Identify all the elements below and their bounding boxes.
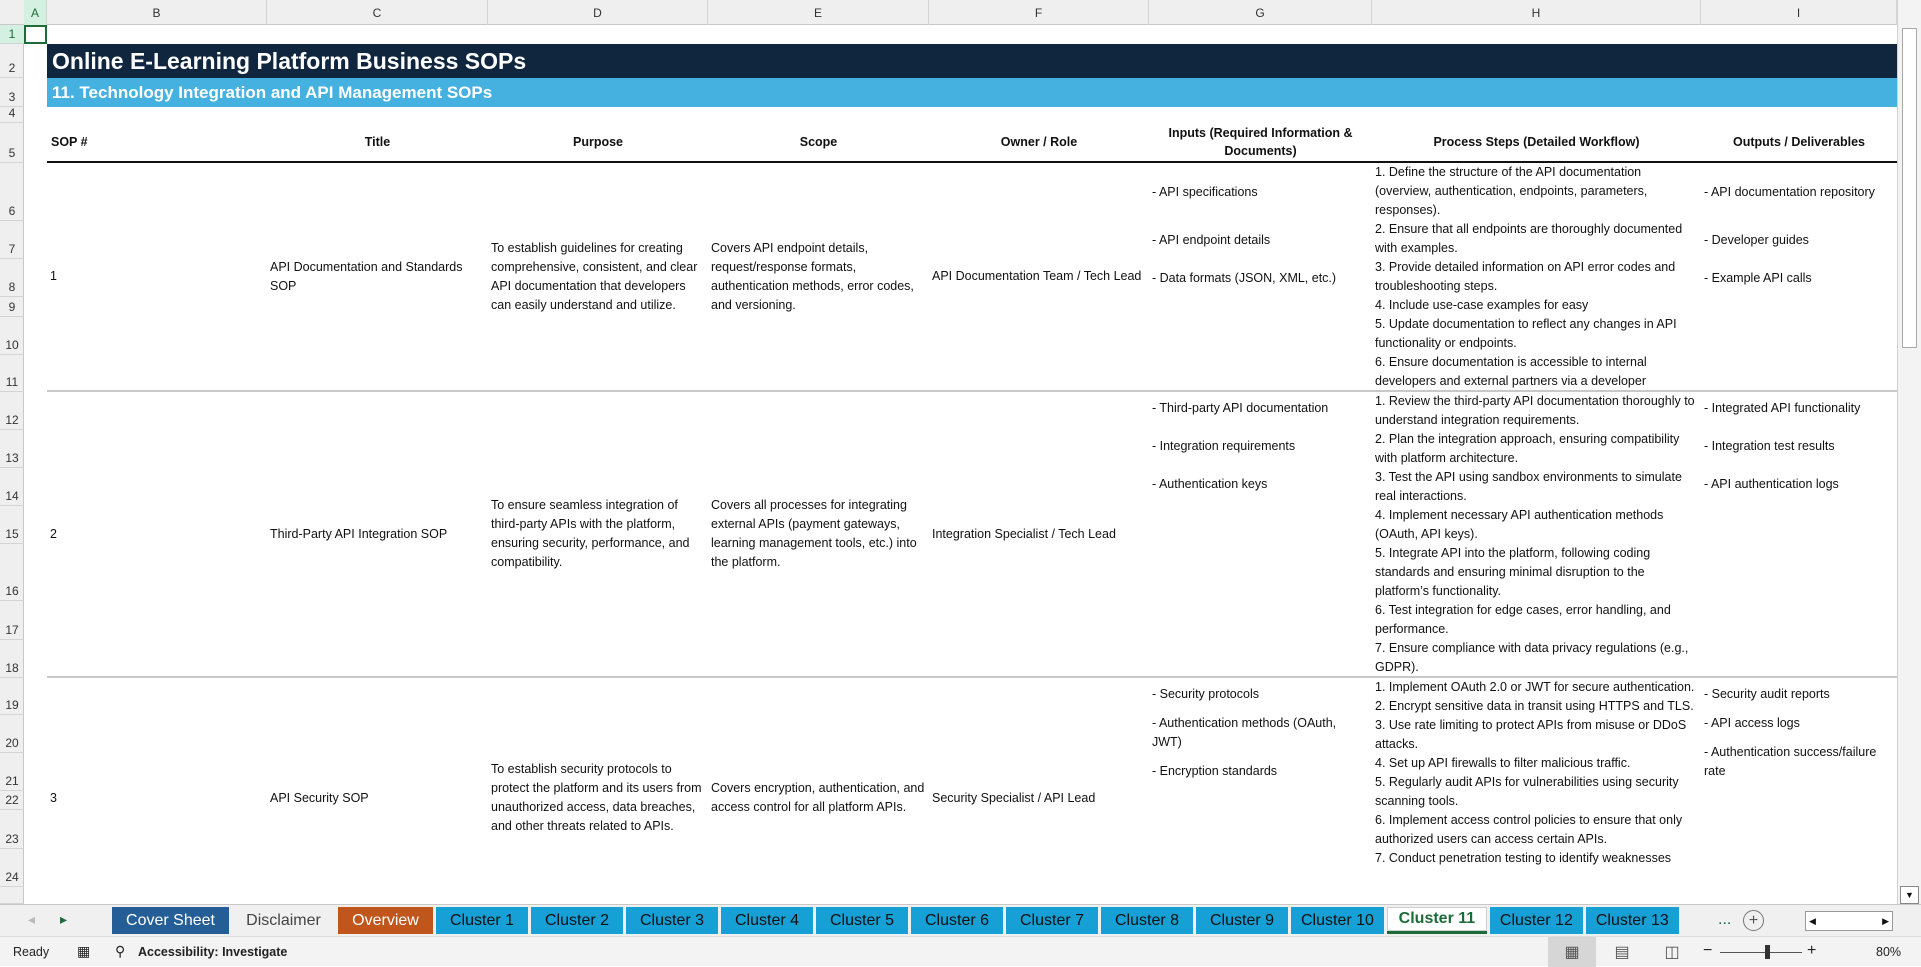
sheet-tab-cluster-5[interactable]: Cluster 5	[816, 907, 908, 934]
row-header[interactable]: 4	[0, 107, 24, 123]
purpose-text: To ensure seamless integration of third-party APIs with the platform, ensuring security, performance, and compatibility.	[491, 498, 690, 569]
accessibility-status[interactable]: Accessibility: Investigate	[138, 945, 288, 959]
cell-owner[interactable]	[929, 163, 1149, 390]
accessibility-icon: ⚲	[115, 943, 126, 959]
sheet-tab-cluster-1[interactable]: Cluster 1	[436, 907, 528, 934]
cell-purpose[interactable]	[488, 678, 708, 904]
title-text: Third-Party API Integration SOP	[270, 526, 448, 541]
scope-text: Covers all processes for integrating external APIs (payment gateways, learning management tools, etc.) into the platform.	[711, 498, 917, 569]
process-step: 6. Implement access control policies to ensure that only authorized users can access certain APIs.	[1375, 813, 1683, 846]
row-header[interactable]: 13	[0, 430, 24, 468]
zoom-level[interactable]: 80%	[1876, 945, 1902, 959]
row-header[interactable]: 6	[0, 163, 24, 221]
sheet-tab-cluster-11[interactable]: Cluster 11	[1387, 907, 1487, 934]
row-header[interactable]: 12	[0, 392, 24, 430]
output-item: - Integration test results	[1704, 439, 1835, 453]
process-step: 7. Ensure compliance with data privacy regulations (e.g., GDPR).	[1375, 641, 1689, 674]
status-bar	[0, 936, 1921, 966]
scrollbar-thumb[interactable]	[1902, 28, 1917, 348]
sheet-tab-bar	[0, 904, 1921, 936]
header-purpose: Purpose	[572, 135, 623, 149]
column-header-c[interactable]: C	[267, 0, 488, 25]
input-item: - Security protocols	[1152, 687, 1259, 701]
header-title: Title	[364, 135, 391, 149]
zoom-slider-thumb[interactable]	[1765, 945, 1770, 959]
cell-sop[interactable]	[47, 678, 267, 904]
sop-text: 3	[50, 790, 57, 805]
process-step: 7. Conduct penetration testing to identify weaknesses	[1375, 851, 1672, 865]
process-step: 1. Define the structure of the API documentation (overview, authentication, endpoints, parameters, responses).	[1375, 165, 1648, 217]
process-step: 6. Test integration for edge cases, error handling, and performance.	[1375, 603, 1671, 636]
owner-text: Integration Specialist / Tech Lead	[932, 526, 1116, 541]
process-step: 2. Encrypt sensitive data in transit using HTTPS and TLS.	[1375, 699, 1694, 713]
row-header[interactable]: 21	[0, 753, 24, 791]
process-step: 3. Provide detailed information on API error codes and troubleshooting steps.	[1375, 260, 1676, 293]
page-layout-view-icon[interactable]: ▤	[1614, 944, 1630, 961]
output-item: - Developer guides	[1704, 233, 1809, 247]
sheet-tab-cluster-4[interactable]: Cluster 4	[721, 907, 813, 934]
zoom-slider[interactable]	[1720, 952, 1802, 953]
active-cell-a1[interactable]	[24, 25, 47, 44]
row-header[interactable]: 15	[0, 506, 24, 544]
cell-scope[interactable]	[708, 392, 929, 676]
scroll-right-arrow-icon[interactable]: ▶	[1882, 915, 1889, 926]
scope-text: Covers API endpoint details, request/response formats, authentication methods, error codes, and versioning.	[711, 240, 914, 312]
process-step: 5. Integrate API into the platform, following coding standards and ensuring minimal disruption to the platform’s functionality.	[1375, 546, 1651, 598]
input-item: - Encryption standards	[1152, 764, 1278, 778]
cell-title[interactable]	[267, 392, 488, 676]
input-item: - Authentication keys	[1152, 477, 1268, 491]
header-owner: Owner / Role	[1000, 135, 1078, 149]
output-item: - Example API calls	[1704, 271, 1812, 285]
process-step: 1. Implement OAuth 2.0 or JWT for secure authentication.	[1375, 680, 1695, 694]
scope-text: Covers encryption, authentication, and access control for all platform APIs.	[711, 781, 925, 814]
column-header-a[interactable]: A	[24, 0, 47, 25]
row-header[interactable]: 10	[0, 317, 24, 355]
process-step: 4. Include use-case examples for easy	[1375, 298, 1589, 312]
cell-scope[interactable]	[708, 163, 929, 390]
row-header[interactable]: 7	[0, 221, 24, 259]
title-text: API Security SOP	[270, 790, 369, 805]
row-header[interactable]	[0, 887, 24, 904]
row-headers	[0, 25, 24, 904]
sheet-tab-cluster-9[interactable]: Cluster 9	[1196, 907, 1288, 934]
sop-text: 2	[50, 526, 57, 541]
table-row	[47, 678, 1897, 904]
header-scope: Scope	[799, 135, 838, 149]
output-item: - Integrated API functionality	[1704, 401, 1861, 415]
row-header[interactable]: 1	[0, 25, 24, 44]
row-header[interactable]: 18	[0, 640, 24, 678]
row-header[interactable]: 9	[0, 297, 24, 317]
cell-purpose[interactable]	[488, 163, 708, 390]
more-tabs-button[interactable]: ...	[1718, 911, 1732, 928]
sheet-tab-cluster-6[interactable]: Cluster 6	[911, 907, 1003, 934]
cell-owner[interactable]	[929, 678, 1149, 904]
process-step: 1. Review the third-party API documentation thoroughly to understand integration requirements.	[1375, 394, 1695, 427]
sheet-tab-cluster-13[interactable]: Cluster 13	[1586, 907, 1679, 934]
process-step: 6. Ensure documentation is accessible to internal developers and external partners via a developer	[1375, 355, 1647, 388]
process-step: 5. Regularly audit APIs for vulnerabilities using security scanning tools.	[1375, 775, 1679, 808]
process-step: 5. Update documentation to reflect any changes in API functionality or endpoints.	[1375, 317, 1677, 350]
output-item: - Security audit reports	[1704, 687, 1830, 701]
process-steps-cell[interactable]	[1372, 392, 1701, 677]
process-step: 4. Implement necessary API authentication methods (OAuth, API keys).	[1375, 508, 1664, 541]
header-outputs: Outputs / Deliverables	[1733, 135, 1865, 149]
status-ready: Ready	[13, 945, 50, 959]
cell-purpose[interactable]	[488, 392, 708, 676]
column-header-g[interactable]: G	[1149, 0, 1372, 25]
prev-sheet-arrow-icon[interactable]: ◂	[28, 911, 36, 927]
normal-view-icon[interactable]: ▦	[1548, 937, 1596, 967]
table-row	[47, 163, 1897, 392]
zoom-in-icon[interactable]: +	[1807, 942, 1817, 959]
header-inputs: Inputs (Required Information & Documents)	[1168, 126, 1353, 158]
column-header-f[interactable]: F	[929, 0, 1149, 25]
worksheet-grid[interactable]	[24, 25, 1897, 904]
column-header-i[interactable]: I	[1701, 0, 1897, 25]
macro-record-icon[interactable]: ▦	[77, 943, 91, 959]
horizontal-scrollbar[interactable]	[1805, 911, 1893, 931]
purpose-text: To establish security protocols to protect the platform and its users from unauthorized access, data breaches, and other threats related to APIs.	[491, 762, 702, 833]
process-steps-cell[interactable]	[1372, 163, 1701, 391]
column-header-e[interactable]: E	[708, 0, 929, 25]
input-item: - Data formats (JSON, XML, etc.)	[1152, 271, 1337, 285]
sop-text: 1	[50, 269, 57, 283]
process-steps-cell[interactable]	[1372, 678, 1701, 868]
sheet-tab-cluster-8[interactable]: Cluster 8	[1101, 907, 1193, 934]
row-header[interactable]: 24	[0, 849, 24, 887]
row-header[interactable]: 14	[0, 468, 24, 506]
input-item: - API specifications	[1152, 185, 1258, 199]
row-header[interactable]: 5	[0, 123, 24, 163]
row-header[interactable]: 8	[0, 259, 24, 297]
row-header[interactable]: 16	[0, 544, 24, 601]
sheet-tab-cluster-3[interactable]: Cluster 3	[626, 907, 718, 934]
header-steps: Process Steps (Detailed Workflow)	[1433, 135, 1640, 149]
add-sheet-icon[interactable]: +	[1743, 910, 1764, 931]
input-item: - API endpoint details	[1152, 233, 1271, 247]
process-step: 3. Use rate limiting to protect APIs from misuse or DDoS attacks.	[1375, 718, 1687, 751]
cell-title[interactable]	[267, 678, 488, 904]
purpose-text: To establish guidelines for creating comprehensive, consistent, and clear API documentation that developers can easily understand and utilize.	[491, 240, 698, 312]
table-header-row	[47, 123, 1897, 163]
process-step: 4. Set up API firewalls to filter malicious traffic.	[1375, 756, 1631, 770]
row-header[interactable]: 2	[0, 44, 24, 78]
input-item: - Third-party API documentation	[1152, 401, 1329, 415]
page-break-view-icon[interactable]: ◫	[1664, 944, 1680, 961]
output-item: - API documentation repository	[1704, 185, 1875, 199]
scroll-down-arrow-icon[interactable]: ▼	[1900, 886, 1919, 904]
cell-sop[interactable]	[47, 392, 267, 676]
owner-text: Security Specialist / API Lead	[932, 790, 1096, 805]
section-subtitle: 11. Technology Integration and API Management SOPs	[47, 78, 1897, 107]
input-item: - Integration requirements	[1152, 439, 1296, 453]
column-header-d[interactable]: D	[488, 0, 708, 25]
sheet-tab-cover-sheet[interactable]: Cover Sheet	[112, 907, 229, 934]
table-row	[47, 392, 1897, 678]
column-header-b[interactable]: B	[47, 0, 267, 25]
sheet-tab-overview[interactable]: Overview	[338, 907, 433, 934]
sheet-tab-cluster-12[interactable]: Cluster 12	[1490, 907, 1583, 934]
column-headers	[0, 0, 1897, 25]
row-header[interactable]: 19	[0, 678, 24, 715]
output-item: - API authentication logs	[1704, 477, 1839, 491]
column-header-h[interactable]: H	[1372, 0, 1701, 25]
sheet-title: Online E-Learning Platform Business SOPs	[47, 44, 1897, 78]
process-step: 2. Plan the integration approach, ensuring compatibility with platform architecture.	[1375, 432, 1680, 465]
vertical-scrollbar[interactable]	[1897, 0, 1921, 904]
cell-scope[interactable]	[708, 678, 929, 904]
sheet-tab-disclaimer[interactable]: Disclaimer	[232, 907, 335, 934]
output-item: - Authentication success/failure rate	[1704, 745, 1877, 778]
input-item: - Authentication methods (OAuth, JWT)	[1152, 716, 1337, 749]
process-step: 2. Ensure that all endpoints are thoroughly documented with examples.	[1375, 222, 1683, 255]
row-header[interactable]: 22	[0, 791, 24, 810]
header-sop: SOP #	[51, 135, 88, 149]
process-step: 3. Test the API using sandbox environments to simulate real interactions.	[1375, 470, 1682, 503]
row-header[interactable]: 17	[0, 601, 24, 640]
sheet-tab-cluster-2[interactable]: Cluster 2	[531, 907, 623, 934]
scroll-left-arrow-icon[interactable]: ◀	[1809, 915, 1816, 926]
owner-text: API Documentation Team / Tech Lead	[932, 269, 1142, 283]
row-header[interactable]: 11	[0, 355, 24, 392]
row-header[interactable]: 3	[0, 78, 24, 107]
cell-owner[interactable]	[929, 392, 1149, 676]
zoom-out-icon[interactable]: −	[1703, 942, 1713, 959]
row-header[interactable]: 20	[0, 715, 24, 753]
cell-title[interactable]	[267, 163, 488, 390]
title-text: API Documentation and Standards SOP	[270, 259, 463, 293]
output-item: - API access logs	[1704, 716, 1800, 730]
sheet-tab-cluster-10[interactable]: Cluster 10	[1291, 907, 1384, 934]
row-header[interactable]: 23	[0, 810, 24, 849]
sheet-tab-cluster-7[interactable]: Cluster 7	[1006, 907, 1098, 934]
next-sheet-arrow-icon[interactable]: ▸	[60, 911, 68, 927]
cell-sop[interactable]	[47, 163, 267, 390]
